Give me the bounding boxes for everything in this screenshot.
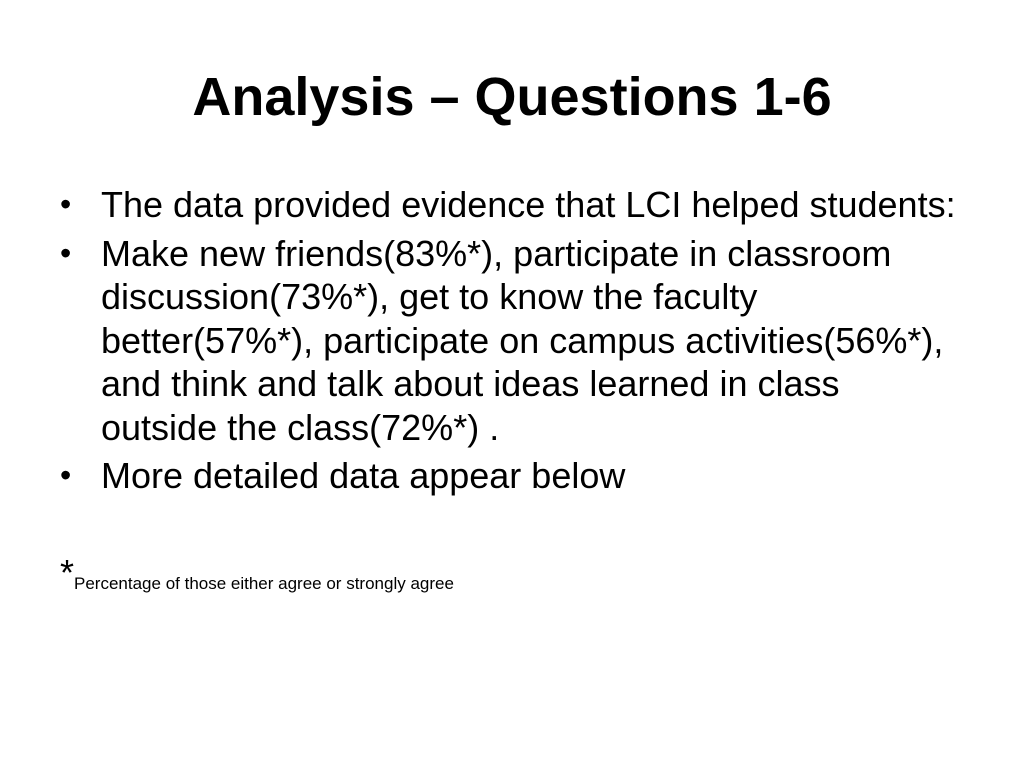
bullet-item-findings — [60, 232, 960, 450]
bullet-dot-icon: • — [60, 457, 72, 493]
bullet-item-evidence — [60, 183, 960, 227]
bullet-text: Make new friends(83%*), participate in classroom discussion(73%*), get to know the faculty better(57%*), participate on campus activities(56%*), and think and talk about ideas learned in class outside the class(72%*) . — [101, 232, 944, 448]
bullet-text: The data provided evidence that LCI helped students: — [101, 184, 956, 225]
bullet-text: More detailed data appear below — [101, 455, 626, 496]
footnote-text: Percentage of those either agree or strongly agree — [74, 574, 454, 593]
footnote-marker: * — [60, 552, 75, 593]
bullet-dot-icon: • — [60, 186, 72, 222]
bullet-dot-icon: • — [60, 234, 72, 271]
slide-title: Analysis – Questions 1-6 — [192, 67, 832, 127]
bullet-list — [60, 183, 960, 503]
bullet-item-more-data — [60, 454, 960, 498]
footnote — [60, 552, 454, 593]
